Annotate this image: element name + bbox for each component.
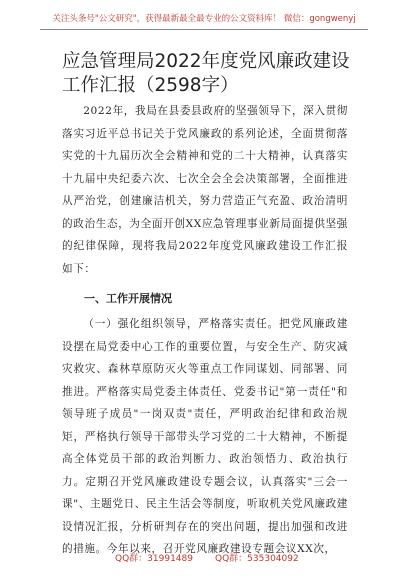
footer bbox=[0, 551, 408, 567]
header-divider bbox=[40, 29, 368, 30]
document-title: 应急管理局2022年度党风廉政建设工作汇报（2598字） bbox=[62, 51, 350, 96]
footer-qq-group-1: QQ群：31991489 bbox=[115, 554, 193, 564]
intro-paragraph: 2022年，我局在县委县政府的坚强领导下，深入贯彻落实习近平总书记关于党风廉政的系列论述，全面贯彻落实党的十九届历次全会精神和党的二十大精神，认真落实十九届中央纪委六次、七次全会全会决策部署，全面推进从严治党，创建廉洁机关，努力营造正气充盈、政治清明的政治生态，为全面开创XX应急管理事业新局面提供坚强的纪律保障，现将我局2022年度党风廉政建设工作汇报如下： bbox=[62, 105, 348, 275]
section1-paragraph: （一）强化组织领导，严格落实责任。把党风廉政建设摆在局党委中心工作的重要位置，与安全生产、防灾减灾救灾、森林草原防灭火等重点工作同谋划、同部署、同推进。严格落实局党委主体责任、党委书记"第一责任"和领导班子成员"一岗双责"责任，严明政治纪律和政治规矩，严格执行领导干部带头学习党的二十大精神，不断提高全体党员干部的政治判断力、政治领悟力、政治执行力。定期召开党风廉政建设专题会议，认真落实"三会一课"、主题党日、民主生活会等制度，听取机关党风廉政建设情况汇报，分析研判存在的突出问题，提出加强和改进的措施。今年以来，召开党风廉政建设专题会议XX次， bbox=[62, 318, 348, 555]
header-banner: 关注头条号"公文研究"，获得最新最全最专业的公文资料库！ 微信：gongwenyj bbox=[52, 14, 356, 24]
section-heading: 一、工作开展情况 bbox=[84, 292, 172, 305]
footer-qq-group-2: QQ群：535304092 bbox=[215, 554, 299, 564]
